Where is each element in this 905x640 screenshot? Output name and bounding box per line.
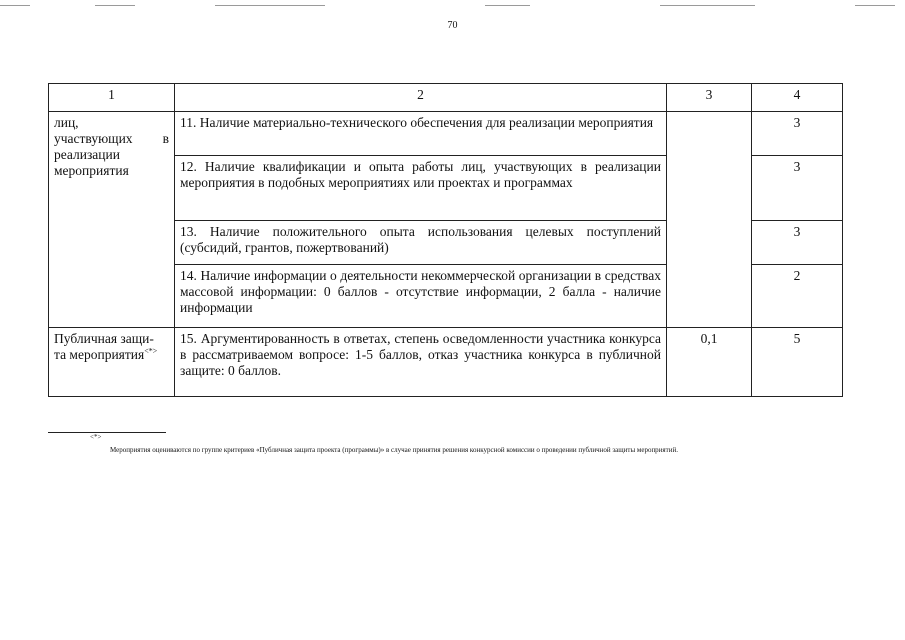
criteria-table	[48, 83, 843, 397]
group-label-line	[54, 131, 169, 147]
group-label-word: та мероприятия	[54, 347, 145, 362]
criterion-text: 12. Наличие квалификации и опыта работы лиц, участвующих в реализации мероприятия в подобных мероприятиях или проектах и программах	[175, 156, 667, 221]
table-row	[49, 328, 843, 397]
group-label-line: Публичная защи-	[54, 331, 154, 346]
group-label-line: реализации	[54, 147, 120, 162]
criterion-text: 14. Наличие информации о деятельности некоммерческой организации в средствах массовой информации: 0 баллов - отсутствие информации, 2 балла - наличие информации	[175, 265, 667, 328]
header-cell: 4	[752, 84, 843, 112]
weight-cell: 0,1	[667, 328, 752, 397]
score-cell: 3	[752, 156, 843, 221]
criterion-text: 13. Наличие положительного опыта использования целевых поступлений (субсидий, грантов, пожертвований)	[175, 221, 667, 265]
footnote-mark: <*>	[90, 433, 102, 441]
footnote-text: Мероприятия оцениваются по группе критериев «Публичная защита проекта (программы)» в случае принятия решения конкурсной комиссии о проведении публичной защиты мероприятий.	[110, 446, 678, 454]
scan-artifact-line	[215, 5, 325, 6]
score-cell: 3	[752, 112, 843, 156]
scan-artifact-line	[855, 5, 895, 6]
group-label-line	[54, 347, 169, 363]
footnote-separator	[48, 432, 166, 433]
scan-artifact-line	[660, 5, 755, 6]
group-label-word: в	[162, 131, 169, 146]
group-label-line: мероприятия	[54, 163, 129, 178]
group-label-line: лиц,	[54, 115, 79, 130]
group-label-participants	[49, 112, 175, 328]
group-label-public-defense	[49, 328, 175, 397]
weight-cell-empty	[667, 112, 752, 328]
scan-artifact-line	[0, 5, 30, 6]
criterion-text: 11. Наличие материально-технического обеспечения для реализации мероприятия	[175, 112, 667, 156]
score-cell: 3	[752, 221, 843, 265]
header-row	[49, 84, 843, 112]
scan-artifact-line	[95, 5, 135, 6]
header-cell: 2	[175, 84, 667, 112]
page-number: 70	[447, 20, 458, 31]
scan-artifact-line	[485, 5, 530, 6]
group-label-word: участвующих	[54, 131, 133, 146]
header-cell: 1	[49, 84, 175, 112]
table-row	[49, 112, 843, 156]
score-cell: 2	[752, 265, 843, 328]
header-cell: 3	[667, 84, 752, 112]
footnote-reference: <*>	[144, 346, 158, 356]
criterion-text: 15. Аргументированность в ответах, степень осведомленности участника конкурса в рассматриваемом вопросе: 1-5 баллов, отказ участника конкурса в публичной защите: 0 баллов.	[175, 328, 667, 397]
score-cell: 5	[752, 328, 843, 397]
